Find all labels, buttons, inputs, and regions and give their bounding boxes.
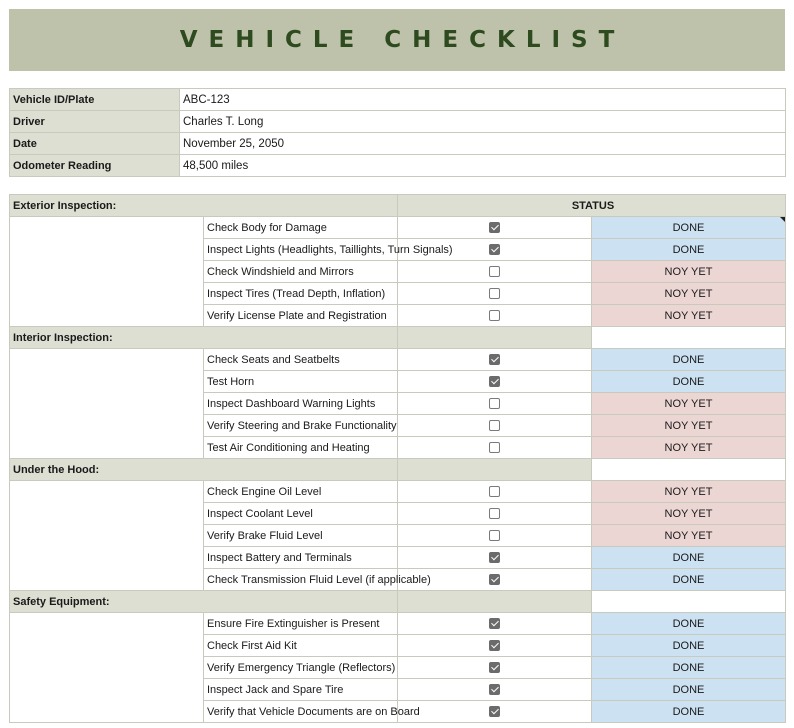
task-label: Check Engine Oil Level — [204, 481, 398, 503]
status-badge[interactable]: DONE — [592, 657, 786, 679]
status-badge[interactable]: DONE — [592, 349, 786, 371]
info-row — [10, 133, 786, 155]
section-title: Safety Equipment: — [10, 591, 398, 613]
task-label: Verify Emergency Triangle (Reflectors) — [204, 657, 398, 679]
checked-checkbox[interactable] — [489, 662, 500, 673]
checkbox-cell — [398, 613, 592, 635]
info-row — [10, 155, 786, 177]
unchecked-checkbox[interactable] — [489, 486, 500, 497]
info-label: Vehicle ID/Plate — [10, 89, 180, 111]
status-badge[interactable]: DONE — [592, 635, 786, 657]
checkbox-cell — [398, 503, 592, 525]
status-column-header: STATUS — [398, 195, 786, 217]
vehicle-info-table — [9, 88, 786, 177]
checkbox-cell — [398, 393, 592, 415]
empty-cell — [592, 459, 786, 481]
info-label: Odometer Reading — [10, 155, 180, 177]
status-badge[interactable]: DONE — [592, 217, 786, 239]
task-label: Verify License Plate and Registration — [204, 305, 398, 327]
unchecked-checkbox[interactable] — [489, 398, 500, 409]
table-row — [10, 217, 786, 239]
unchecked-checkbox[interactable] — [489, 508, 500, 519]
task-label: Check Transmission Fluid Level (if applicable) — [204, 569, 398, 591]
info-value-cell[interactable]: 48,500 miles — [180, 155, 786, 177]
info-row — [10, 89, 786, 111]
checkbox-cell — [398, 349, 592, 371]
table-row — [10, 613, 786, 635]
empty-cell — [592, 591, 786, 613]
checkbox-cell — [398, 547, 592, 569]
unchecked-checkbox[interactable] — [489, 530, 500, 541]
task-label: Check First Aid Kit — [204, 635, 398, 657]
section-title: Exterior Inspection: — [10, 195, 398, 217]
task-label: Inspect Tires (Tread Depth, Inflation) — [204, 283, 398, 305]
checkbox-cell — [398, 305, 592, 327]
status-badge[interactable]: NOY YET — [592, 393, 786, 415]
checkbox-cell — [398, 657, 592, 679]
checked-checkbox[interactable] — [489, 640, 500, 651]
checkbox-cell — [398, 701, 592, 723]
checked-checkbox[interactable] — [489, 244, 500, 255]
checked-checkbox[interactable] — [489, 552, 500, 563]
checkbox-cell — [398, 371, 592, 393]
status-badge[interactable]: NOY YET — [592, 261, 786, 283]
status-badge[interactable]: NOY YET — [592, 415, 786, 437]
status-badge[interactable]: DONE — [592, 547, 786, 569]
info-value-cell[interactable]: ABC-123 — [180, 89, 786, 111]
section-title: Interior Inspection: — [10, 327, 398, 349]
status-badge[interactable]: DONE — [592, 569, 786, 591]
section-header-row — [10, 459, 786, 481]
status-badge[interactable]: DONE — [592, 371, 786, 393]
task-label: Ensure Fire Extinguisher is Present — [204, 613, 398, 635]
task-label: Verify Steering and Brake Functionality — [204, 415, 398, 437]
status-badge[interactable]: NOY YET — [592, 437, 786, 459]
checked-checkbox[interactable] — [489, 354, 500, 365]
info-row — [10, 111, 786, 133]
task-label: Check Windshield and Mirrors — [204, 261, 398, 283]
checkbox-cell — [398, 217, 592, 239]
empty-cell — [398, 591, 592, 613]
checked-checkbox[interactable] — [489, 684, 500, 695]
task-label: Verify Brake Fluid Level — [204, 525, 398, 547]
checkbox-cell — [398, 437, 592, 459]
task-label: Test Air Conditioning and Heating — [204, 437, 398, 459]
table-row — [10, 349, 786, 371]
unchecked-checkbox[interactable] — [489, 266, 500, 277]
empty-cell — [398, 327, 592, 349]
section-header-row — [10, 195, 786, 217]
section-blank-cell — [10, 217, 204, 327]
checked-checkbox[interactable] — [489, 574, 500, 585]
checkbox-cell — [398, 481, 592, 503]
status-badge[interactable]: DONE — [592, 701, 786, 723]
status-badge[interactable]: NOY YET — [592, 283, 786, 305]
status-badge[interactable]: DONE — [592, 613, 786, 635]
checkbox-cell — [398, 261, 592, 283]
checked-checkbox[interactable] — [489, 222, 500, 233]
section-blank-cell — [10, 349, 204, 459]
status-badge[interactable]: NOY YET — [592, 481, 786, 503]
unchecked-checkbox[interactable] — [489, 442, 500, 453]
task-label: Verify that Vehicle Documents are on Board — [204, 701, 398, 723]
title-banner — [9, 9, 785, 71]
status-badge[interactable]: NOY YET — [592, 503, 786, 525]
checked-checkbox[interactable] — [489, 376, 500, 387]
task-label: Inspect Jack and Spare Tire — [204, 679, 398, 701]
task-label: Check Seats and Seatbelts — [204, 349, 398, 371]
status-badge[interactable]: DONE — [592, 239, 786, 261]
status-badge[interactable]: DONE — [592, 679, 786, 701]
task-label: Inspect Battery and Terminals — [204, 547, 398, 569]
unchecked-checkbox[interactable] — [489, 420, 500, 431]
status-badge[interactable]: NOY YET — [592, 525, 786, 547]
info-label: Driver — [10, 111, 180, 133]
status-badge[interactable]: NOY YET — [592, 305, 786, 327]
empty-cell — [398, 459, 592, 481]
empty-cell — [592, 327, 786, 349]
info-value-cell[interactable]: Charles T. Long — [180, 111, 786, 133]
checked-checkbox[interactable] — [489, 706, 500, 717]
checkbox-cell — [398, 679, 592, 701]
task-label: Check Body for Damage — [204, 217, 398, 239]
table-row — [10, 481, 786, 503]
page-title: VEHICLE CHECKLIST — [179, 27, 626, 53]
checkbox-cell — [398, 635, 592, 657]
info-label: Date — [10, 133, 180, 155]
task-label: Inspect Lights (Headlights, Taillights, Turn Signals) — [204, 239, 398, 261]
task-label: Inspect Coolant Level — [204, 503, 398, 525]
info-value-cell[interactable]: November 25, 2050 — [180, 133, 786, 155]
checkbox-cell — [398, 283, 592, 305]
section-header-row — [10, 327, 786, 349]
checkbox-cell — [398, 415, 592, 437]
unchecked-checkbox[interactable] — [489, 310, 500, 321]
section-title: Under the Hood: — [10, 459, 398, 481]
section-header-row — [10, 591, 786, 613]
checked-checkbox[interactable] — [489, 618, 500, 629]
unchecked-checkbox[interactable] — [489, 288, 500, 299]
section-blank-cell — [10, 613, 204, 723]
section-blank-cell — [10, 481, 204, 591]
checklist-table — [9, 194, 786, 723]
checkbox-cell — [398, 525, 592, 547]
task-label: Test Horn — [204, 371, 398, 393]
task-label: Inspect Dashboard Warning Lights — [204, 393, 398, 415]
